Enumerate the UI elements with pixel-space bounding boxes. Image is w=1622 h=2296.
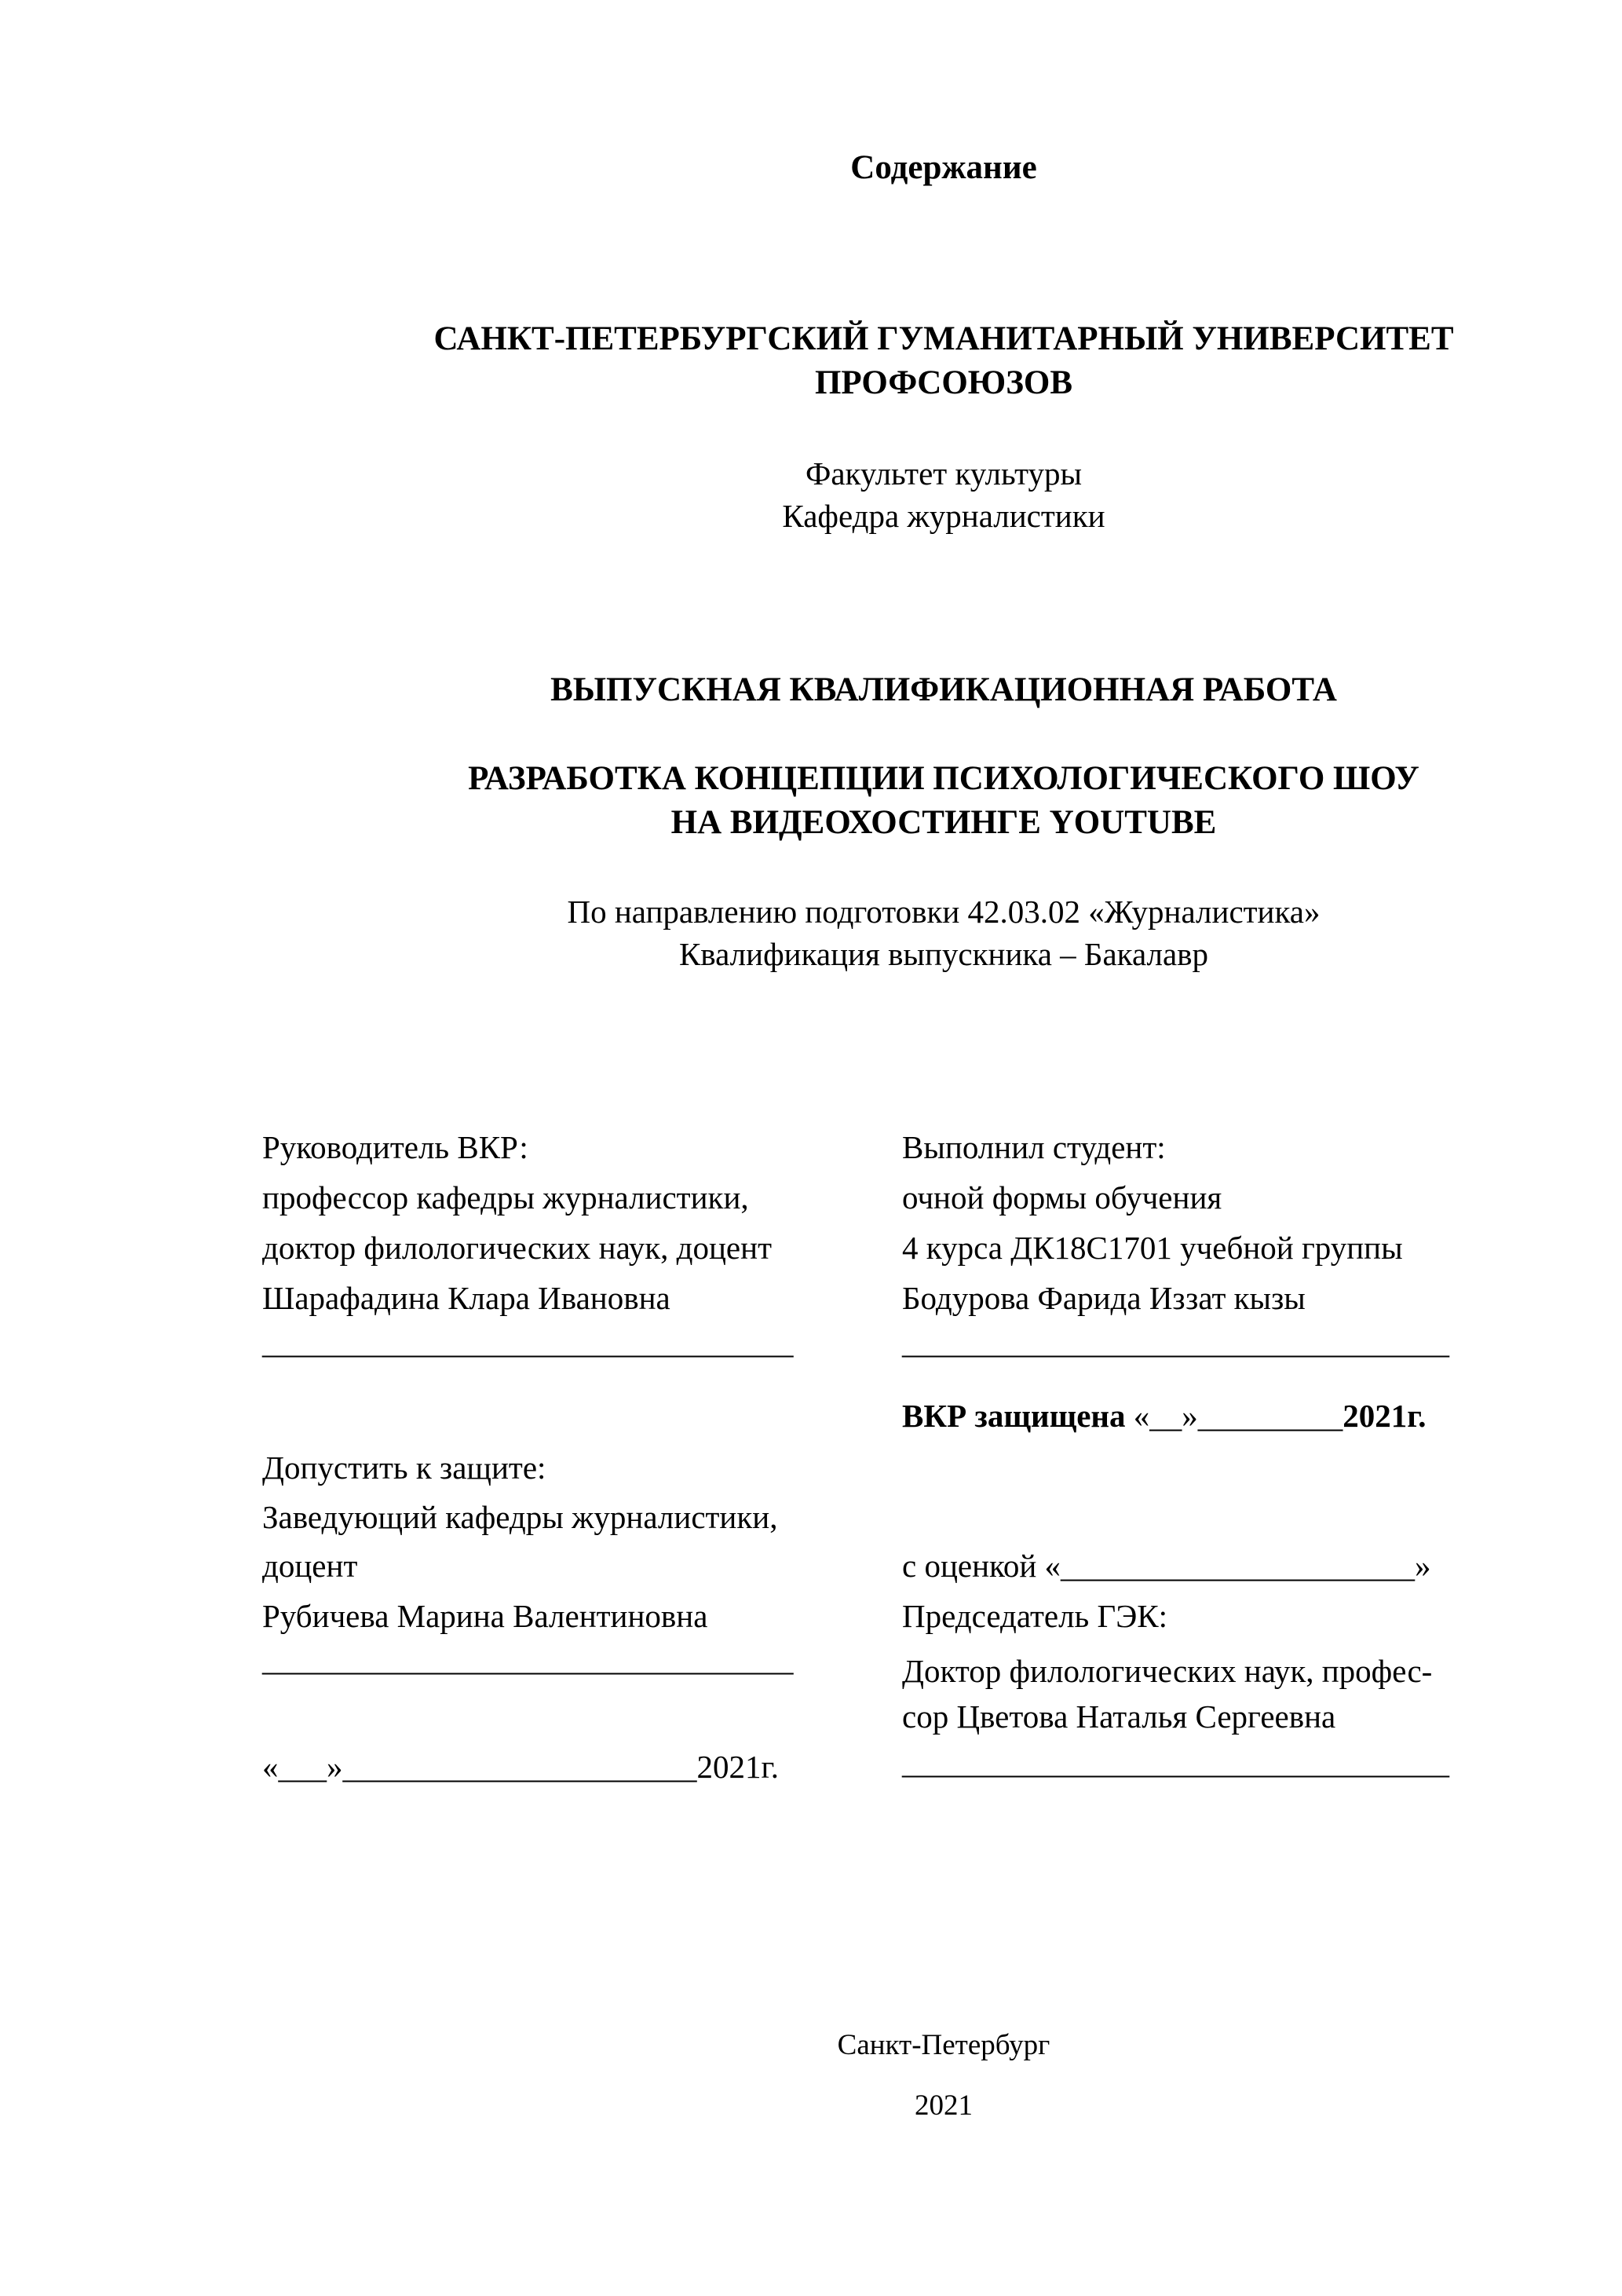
defended-year: 2021г. — [1343, 1398, 1427, 1434]
defended-label: ВКР защищена — [902, 1398, 1126, 1434]
head-position: Заведующий кафедры журналистики, — [262, 1499, 778, 1535]
department: Кафедра журналистики — [782, 498, 1105, 534]
qualification: Квалификация выпускника – Бакалавр — [678, 936, 1209, 972]
chair-degree: Доктор филологических наук, профес- — [902, 1653, 1433, 1689]
work-title-line-2: НА ВИДЕОХОСТИНГЕ YOUTUBE — [670, 804, 1217, 841]
student-group: 4 курса ДК18С1701 учебной группы — [902, 1230, 1403, 1266]
university-line-1: САНКТ-ПЕТЕРБУРГСКИЙ ГУМАНИТАРНЫЙ УНИВЕРСИТЕТ — [433, 320, 1454, 357]
year: 2021 — [915, 2089, 973, 2122]
head-signature-line: _________________________________ — [262, 1641, 794, 1677]
supervisor-signature-line: _________________________________ — [262, 1324, 794, 1360]
chair-name: сор Цветова Наталья Сергеевна — [902, 1698, 1336, 1735]
supervisor-position: профессор кафедры журналистики, — [262, 1179, 749, 1216]
supervisor-name: Шарафадина Клара Ивановна — [262, 1280, 670, 1316]
supervisor-label: Руководитель ВКР: — [262, 1129, 528, 1165]
chair-signature-line: __________________________________ — [902, 1744, 1449, 1780]
head-degree: доцент — [262, 1548, 358, 1584]
chair-label: Председатель ГЭК: — [902, 1598, 1168, 1634]
supervisor-degree: доктор филологических наук, доцент — [262, 1230, 772, 1266]
faculty: Факультет культуры — [805, 455, 1083, 492]
work-type: ВЫПУСКНАЯ КВАЛИФИКАЦИОННАЯ РАБОТА — [550, 671, 1337, 708]
student-name: Бодурова Фарида Иззат кызы — [902, 1280, 1306, 1316]
direction: По направлению подготовки 42.03.02 «Журналистика» — [567, 894, 1321, 930]
head-name: Рубичева Марина Валентиновна — [262, 1598, 708, 1634]
defended-date-blank: «__»_________ — [1125, 1398, 1343, 1434]
defended-line — [902, 1391, 1427, 1441]
student-signature-line: __________________________________ — [902, 1324, 1449, 1360]
grade-line: с оценкой «______________________» — [902, 1548, 1431, 1584]
city: Санкт-Петербург — [837, 2029, 1050, 2061]
admit-date-line: «___»______________________2021г. — [262, 1749, 779, 1785]
work-title-line-1: РАЗРАБОТКА КОНЦЕПЦИИ ПСИХОЛОГИЧЕСКОГО ШОУ — [468, 760, 1419, 797]
toc-title: Содержание — [850, 149, 1037, 186]
student-study-form: очной формы обучения — [902, 1179, 1222, 1216]
university-line-2: ПРОФСОЮЗОВ — [814, 364, 1073, 401]
student-label: Выполнил студент: — [902, 1129, 1166, 1165]
admit-label: Допустить к защите: — [262, 1450, 546, 1486]
